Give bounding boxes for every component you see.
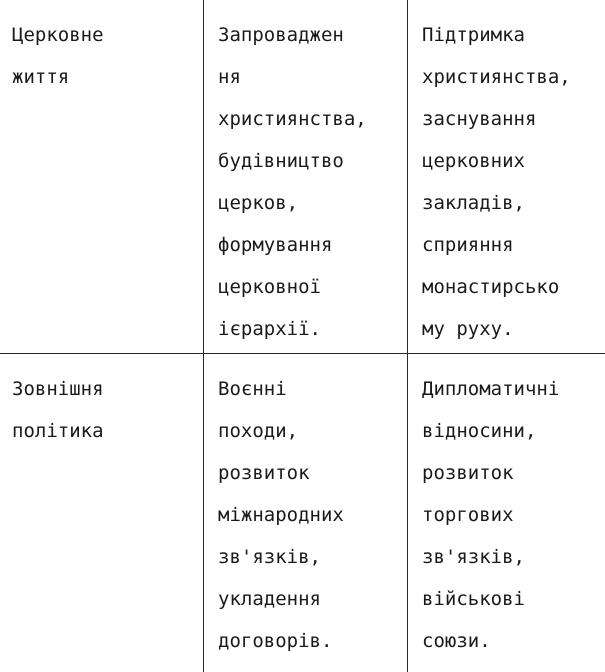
cell-text-line: Запроваджен (218, 24, 344, 46)
cell-text-line: договорів. (218, 630, 333, 652)
cell-text-line: церковної (218, 276, 321, 298)
cell-text-line: християнства, (422, 66, 571, 88)
cell-text-line: ня (218, 66, 241, 88)
cell-text-line: церковних (422, 150, 525, 172)
table-cell (422, 0, 605, 350)
cell-text-line: Воєнні (218, 378, 287, 400)
cell-text-line: сприяння (422, 234, 514, 256)
cell-text-line: Церковне (12, 24, 104, 46)
cell-text-line: Зовнішня (12, 378, 104, 400)
cell-text-line: будівництво (218, 150, 344, 172)
table-cell (218, 354, 403, 662)
cell-text-line: церков, (218, 192, 299, 214)
table-cell-topic (12, 0, 197, 98)
table-cell-topic (12, 354, 197, 452)
table-cell (422, 354, 605, 662)
table-cell (218, 0, 403, 350)
cell-text-line: походи, (218, 420, 299, 442)
cell-text-line: Дипломатичні (422, 378, 560, 400)
cell-text-line: Підтримка (422, 24, 525, 46)
cell-text-line: відносини, (422, 420, 537, 442)
cell-text-line: розвиток (218, 462, 310, 484)
cell-text-line: закладів, (422, 192, 525, 214)
cell-text-line: союзи. (422, 630, 491, 652)
cell-text-line: міжнародних (218, 504, 344, 526)
cell-text-line: розвиток (422, 462, 514, 484)
cell-text-line: укладення (218, 588, 321, 610)
cell-text-line: життя (12, 66, 70, 88)
cell-text-line: монастирсько (422, 276, 560, 298)
table-row (0, 354, 605, 672)
cell-text-line: му руху. (422, 318, 514, 340)
cell-text-line: зв'язків, (422, 546, 525, 568)
cell-text-line: військові (422, 588, 525, 610)
cell-text-line: зв'язків, (218, 546, 321, 568)
cell-text-line: політика (12, 420, 104, 442)
cell-text-line: християнства, (218, 108, 367, 130)
cell-text-line: ієрархії. (218, 318, 321, 340)
cell-text-line: торгових (422, 504, 514, 526)
cell-text-line: заснування (422, 108, 537, 130)
cell-text-line: формування (218, 234, 333, 256)
